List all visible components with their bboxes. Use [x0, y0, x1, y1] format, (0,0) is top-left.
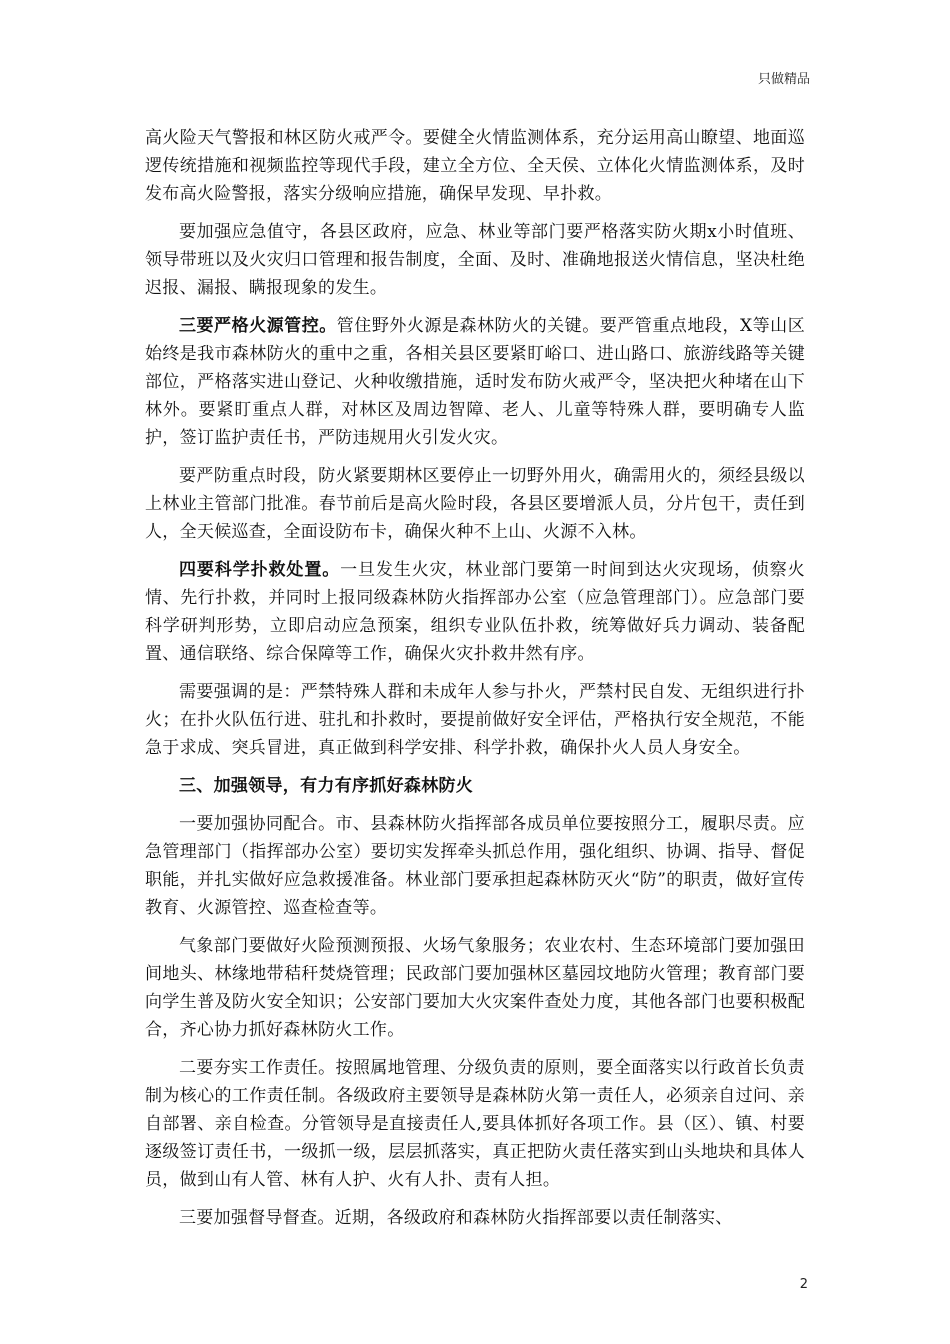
paragraph-3-text: 管住野外火源是森林防火的关键。要严管重点地段，X等山区始终是我市森林防火的重中之重，各相关县区要紧盯峪口、进山路口、旅游线路等关键部位，严格落实进山登记、火种收缴措施，适时发布防火戒严令，坚决把火种堵在山下林外。要紧盯重点人群，对林区及周边智障、老人、儿童等特殊人群，要明确专人监护，签订监护责任书，严防违规用火引发火灾。: [145, 316, 805, 448]
page-number: 2: [799, 1277, 808, 1292]
paragraph-4: 要严防重点时段，防火紧要期林区要停止一切野外用火，确需用火的，须经县级以上林业主管部门批准。春节前后是高火险时段，各县区要增派人员，分片包干，责任到人，全天候巡查，全面设防布卡，确保火种不上山、火源不入林。: [145, 466, 805, 542]
paragraph-9: 二要夯实工作责任。按照属地管理、分级负责的原则，要全面落实以行政首长负责制为核心的工作责任制。各级政府主要领导是森林防火第一责任人，必须亲自过问、亲自部署、亲自检查。分管领导是直接责任人,要具体抓好各项工作。县（区）、镇、村要逐级签订责任书，一级抓一级，层层抓落实，真正把防火责任落实到山头地块和具体人员，做到山有人管、林有人护、火有人扑、责有人担。: [145, 1058, 805, 1190]
section-heading-3: 三、加强领导，有力有序抓好森林防火: [179, 776, 474, 796]
paragraph-7: 一要加强协同配合。市、县森林防火指挥部各成员单位要按照分工，履职尽责。应急管理部门（指挥部办公室）要切实发挥牵头抓总作用，强化组织、协调、指导、督促职能，并扎实做好应急救援准备。林业部门要承担起森林防灭火“防”的职责，做好宣传教育、火源管控、巡查检查等。: [145, 814, 805, 918]
document-body: [145, 124, 805, 1242]
paragraph-5-text: 一旦发生火灾，林业部门要第一时间到达火灾现场，侦察火情、先行扑救，并同时上报同级森林防火指挥部办公室（应急管理部门）。应急部门要科学研判形势，立即启动应急预案，组织专业队伍扑救，统筹做好兵力调动、装备配置、通信联络、综合保障等工作，确保火灾扑救井然有序。: [145, 560, 805, 664]
paragraph-8: 气象部门要做好火险预测预报、火场气象服务；农业农村、生态环境部门要加强田间地头、林缘地带秸秆焚烧管理；民政部门要加强林区墓园坟地防火管理；教育部门要向学生普及防火安全知识；公安部门要加大火灾案件查处力度，其他各部门也要积极配合，齐心协力抓好森林防火工作。: [145, 936, 805, 1040]
paragraph-10: 三要加强督导督查。近期，各级政府和森林防火指挥部要以责任制落实、: [179, 1208, 733, 1228]
paragraph-3-lead: 三要严格火源管控。: [179, 316, 337, 336]
paragraph-6: 需要强调的是：严禁特殊人群和未成年人参与扑火，严禁村民自发、无组织进行扑火；在扑火队伍行进、驻扎和扑救时，要提前做好安全评估，严格执行安全规范，不能急于求成、突兵冒进，真正做到科学安排、科学扑救，确保扑火人员人身安全。: [145, 682, 805, 758]
paragraph-3: [145, 312, 805, 452]
paragraph-1: 高火险天气警报和林区防火戒严令。要健全火情监测体系，充分运用高山瞭望、地面巡逻传统措施和视频监控等现代手段，建立全方位、全天侯、立体化火情监测体系，及时发布高火险警报，落实分级响应措施，确保早发现、早扑救。: [145, 128, 805, 204]
paragraph-5-lead: 四要科学扑救处置。: [179, 560, 341, 580]
header-note: 只做精品: [757, 72, 810, 87]
paragraph-2: 要加强应急值守，各县区政府，应急、林业等部门要严格落实防火期x小时值班、领导带班以及火灾归口管理和报告制度，全面、及时、准确地报送火情信息，坚决杜绝迟报、漏报、瞒报现象的发生。: [145, 222, 805, 298]
paragraph-5: [145, 556, 805, 668]
